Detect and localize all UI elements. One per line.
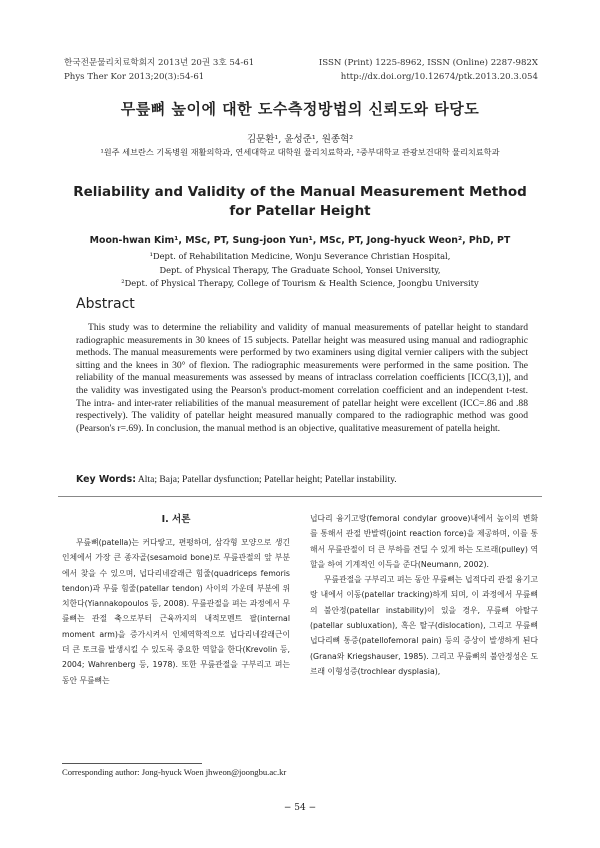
corresponding-author-footnote: Corresponding author: Jong-hyuck Woen jhweon@joongbu.ac.kr <box>62 767 287 777</box>
intro-paragraph-2: 무릎관절을 구부리고 펴는 동안 무릎뼈는 넙적다리 관절 융기고랑 내에서 이동(patellar tracking)하게 되며, 이 과정에서 무릎뼈의 불안정(patellar instability)이 있을 경우, 무릎뼈 아탈구(patellar subluxation), 혹은 탈구(dislocation), 그리고 무릎뼈넙다리뼈 통증(patellofemoral pain) 등의 증상이 발생하게 된다(Grana와 Kriegshauser, 1985). 그리고 무릎뼈의 불안정성은 도르래 이형성증(trochlear dysplasia), <box>310 575 538 676</box>
keywords-label: Key Words: <box>76 474 136 485</box>
journal-name-korean: 한국전문물리치료학회지 2013년 20권 3호 54-61 <box>64 58 255 68</box>
affiliation-line1: ¹Dept. of Rehabilitation Medicine, Wonju Severance Christian Hospital, <box>149 251 451 261</box>
section-heading: Ⅰ. 서론 <box>161 514 191 525</box>
intro-paragraph-1-continued: 넙다리 융기고랑(femoral condylar groove)내에서 높이의 변화를 통해서 관절 반발력(joint reaction force)을 제공하며, 이를 통해서 무릎관절이 더 큰 부하를 견딜 수 있게 하는 도르래(pulley) 역할을 하여 기계적인 이득을 준다(Neumann, 2002). <box>310 514 538 569</box>
keywords <box>76 474 528 485</box>
body-column-right <box>310 511 538 679</box>
korean-affiliation: ¹원주 세브란스 기독병원 재활의학과, 연세대학교 대학원 물리치료학과, ²중부대학교 관광보건대학 물리치료학과 <box>100 147 500 157</box>
korean-authors: 김문환¹, 윤성준¹, 원종혁² <box>246 134 354 145</box>
affiliation-line2: Dept. of Physical Therapy, The Graduate School, Yonsei University, <box>159 264 441 275</box>
journal-name-english: Phys Ther Kor 2013;20(3):54-61 <box>64 72 205 82</box>
intro-paragraph-1: 무릎뼈(patella)는 커다랗고, 편평하며, 삼각형 모양으로 생긴 인체에서 가장 큰 종자골(sesamoid bone)로 무릎관절의 앞 부분에서 찾을 수 있으며, 넙다리네갈래근 힘줄(quadriceps femoris tendon)과 무릎 힘줄(patellar tendon) 사이의 가운데 부분에 위치한다(Yiannakopoulos 등, 2008). 무릎관절을 펴는 과정에서 무릎뼈는 관절 축으로부터 근육까지의 내적모멘트 팔(internal moment arm)을 증가시켜서 인체역학적으로 넙다리네갈래근이 더 큰 토크를 발생시킬 수 있도록 중요한 역할을 한다(Krevolin 등, 2004; Wahrenberg 등, 1978). 또한 무릎관절을 구부리고 펴는 동안 무릎뼈는 <box>62 538 290 685</box>
journal-citation <box>64 56 254 84</box>
affiliation-line3: ²Dept. of Physical Therapy, College of Tourism & Health Science, Joongbu University <box>121 278 479 289</box>
english-title <box>0 183 600 221</box>
footnote-divider <box>62 763 202 764</box>
english-title-line1: Reliability and Validity of the Manual Measurement Method <box>73 184 527 200</box>
english-authors: Moon-hwan Kim¹, MSc, PT, Sung-joon Yun¹, MSc, PT, Jong-hyuck Weon², PhD, PT <box>89 235 511 246</box>
abstract-body: This study was to determine the reliability and validity of manual measurements of patellar height to standard radiographic measurements in 30 knees of 15 subjects. Patellar height was measured using manual and radiographic methods. The manual measurements were performed by two examiners using digital vernier calipers with the subject sitting and the knees in 30° of flexion. The radiographic measurements were performed in the same position. The reliability of the manual measurements was assessed by means of intraclass correlation coefficients [ICC(3,1)], and the validity was investigated using the Pearson's product-moment correlation coefficient and an independent t-test. The intra- and inter-rater reliabilities of the manual measurement of patellar height were excellent (ICC=.86 and .88 respectively). The validity of patellar height measured manually compared to the radiographic method was good (Pearson's r=.69). In conclusion, the manual method is an objective, qualitative measurement of patella height. <box>76 322 528 434</box>
keywords-list: Alta; Baja; Patellar dysfunction; Patellar height; Patellar instability. <box>137 474 397 485</box>
body-column-left <box>62 511 290 688</box>
korean-title: 무릎뼈 높이에 대한 도수측정방법의 신뢰도와 타당도 <box>120 100 480 118</box>
abstract-heading: Abstract <box>76 296 135 312</box>
section-divider <box>58 496 542 497</box>
doi-link[interactable]: http://dx.doi.org/10.12674/ptk.2013.20.3.054 <box>340 72 538 82</box>
issn: ISSN (Print) 1225-8962, ISSN (Online) 2287-982X <box>318 58 538 68</box>
english-affiliations <box>0 250 600 291</box>
page-number: − 54 − <box>283 803 317 813</box>
english-title-line2: for Patellar Height <box>229 203 371 219</box>
journal-identifiers <box>319 56 538 84</box>
